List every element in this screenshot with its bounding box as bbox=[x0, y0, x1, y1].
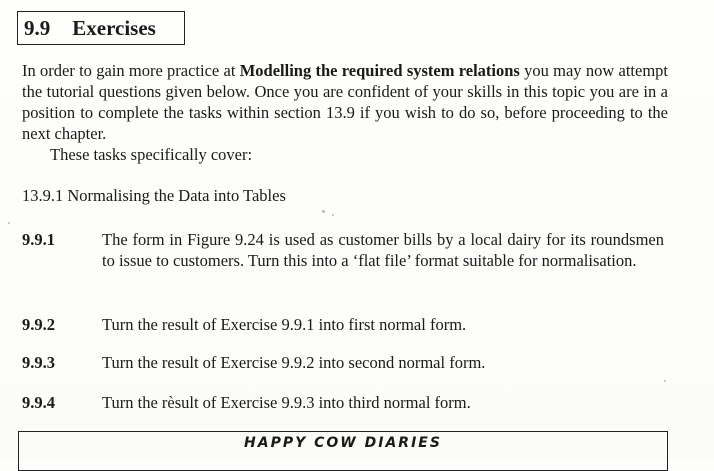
exercise-number: 9.9.2 bbox=[22, 315, 55, 334]
exercise-item bbox=[22, 229, 664, 271]
subsection-heading: 13.9.1 Normalising the Data into Tables bbox=[22, 186, 286, 205]
exercise-item bbox=[22, 392, 664, 413]
form-title: HAPPY COW DIARIES bbox=[244, 435, 442, 451]
exercise-text: Turn the rèsult of Exercise 9.9.3 into third normal form. bbox=[102, 393, 471, 412]
exercise-item bbox=[22, 352, 664, 373]
scan-speck bbox=[322, 210, 325, 213]
section-title: Exercises bbox=[72, 15, 156, 40]
intro-text-start: In order to gain more practice at bbox=[22, 61, 240, 80]
section-number: 9.9 bbox=[24, 15, 51, 40]
exercise-number: 9.9.3 bbox=[22, 353, 55, 372]
scan-speck bbox=[664, 380, 666, 382]
exercise-number: 9.9.1 bbox=[22, 230, 55, 249]
exercise-item bbox=[22, 314, 664, 335]
scan-speck bbox=[8, 222, 10, 224]
section-heading bbox=[17, 11, 185, 45]
intro-cover-line: These tasks specifically cover: bbox=[50, 145, 253, 164]
scan-speck bbox=[332, 214, 334, 216]
exercise-text: Turn the result of Exercise 9.9.1 into first normal form. bbox=[102, 315, 467, 334]
exercise-number: 9.9.4 bbox=[22, 393, 55, 412]
dairy-bill-form bbox=[18, 431, 668, 471]
intro-text bbox=[22, 60, 668, 144]
intro-text-end: you may now attempt the tutorial questions given below. Once you are confident of your skills in this topic you are in a position to complete the tasks within section 13.9 if you wish to do so, before proceeding to the next chapter. bbox=[22, 61, 668, 143]
intro-paragraph bbox=[22, 60, 668, 165]
exercise-text: Turn the result of Exercise 9.9.2 into second normal form. bbox=[102, 353, 486, 372]
exercise-text: The form in Figure 9.24 is used as customer bills by a local dairy for its roundsmen to issue to customers. Turn this into a ‘flat file’ format suitable for normalisation. bbox=[102, 230, 664, 270]
intro-bold-topic: Modelling the required system relations bbox=[239, 61, 520, 80]
